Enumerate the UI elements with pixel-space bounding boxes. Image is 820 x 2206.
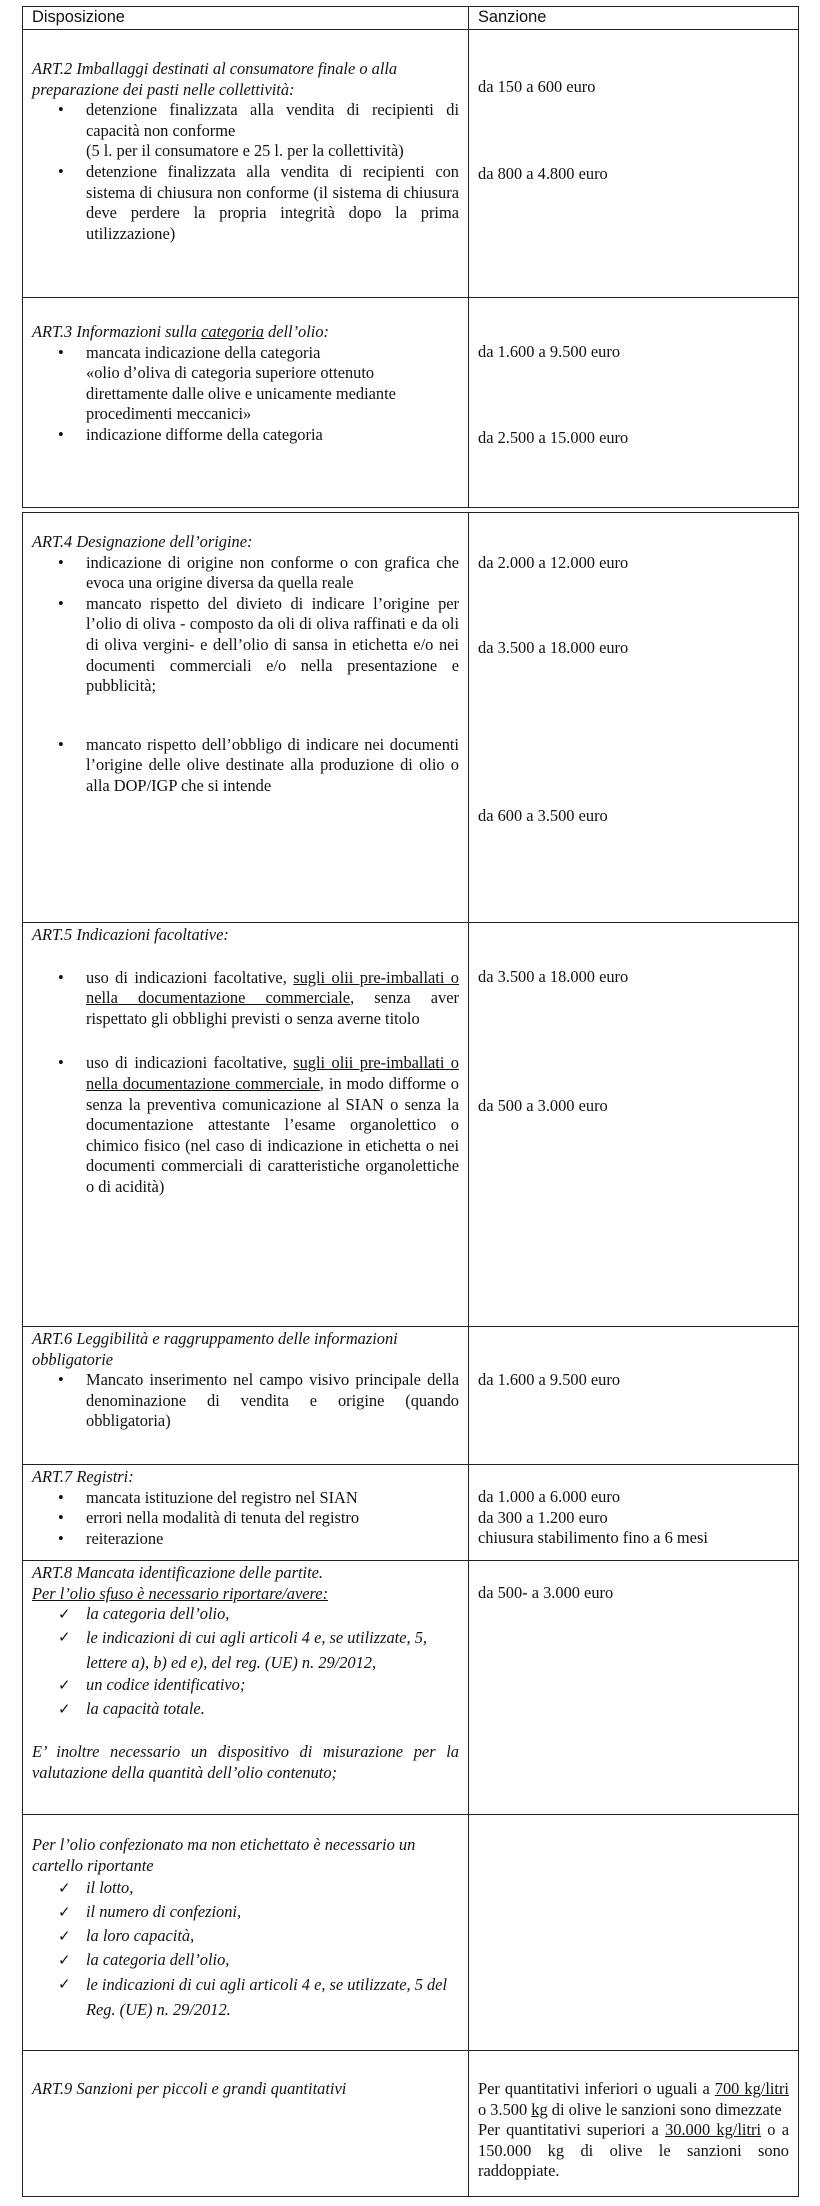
art8-check-1-1: ✓ la categoria dell’olio,	[86, 1604, 459, 1625]
art7-sanction-1: da 1.000 a 6.000 euro	[478, 1487, 621, 1506]
art8-check-2-3: ✓ la loro capacità,	[86, 1924, 459, 1948]
art7-item-2: • errori nella modalità di tenuta del registro	[86, 1508, 459, 1529]
art8-sub-title: Per l’olio sfuso è necessario riportare/avere:	[32, 1583, 329, 1603]
art7-sanction-2: da 300 a 1.200 euro	[478, 1507, 608, 1527]
art9-p1-c: di olive le sanzioni sono dimezzate	[547, 2099, 782, 2119]
header-disposizione: Disposizione	[23, 7, 469, 30]
art8-check-2-5: ✓ le indicazioni di cui agli articoli 4 e, se utilizzate, 5 del Reg. (UE) n. 29/2012.	[86, 1972, 459, 2022]
art9-title: ART.9 Sanzioni per piccoli e grandi quantitativi	[32, 2079, 347, 2098]
art5-disposizione	[23, 923, 469, 1327]
art2-item-1	[86, 100, 459, 162]
art8-check-2-2: ✓ il numero di confezioni,	[86, 1900, 459, 1924]
art7-disposizione	[23, 1465, 469, 1561]
art8-disposizione	[23, 1561, 469, 1815]
art6-title: ART.6 Leggibilità e raggruppamento delle informazioni obbligatorie	[32, 1329, 398, 1369]
art8-check-1-2: ✓ le indicazioni di cui agli articoli 4 e, se utilizzate, 5, lettere a), b) ed e), del reg. (UE) n. 29/2012,	[86, 1625, 459, 1675]
row-art8	[23, 1561, 799, 1815]
row-art9	[23, 2051, 799, 2197]
art5-item-1-a: uso di indicazioni facoltative,	[86, 967, 294, 987]
art3-title-u: categoria	[201, 322, 264, 341]
row-art6	[23, 1327, 799, 1465]
art4-item-3: • mancato rispetto dell’obbligo di indicare nei documenti l’origine delle olive destinate alla produzione di olio o alla DOP/IGP che si intende	[86, 735, 459, 797]
sanctions-table-part-1	[22, 6, 799, 508]
art9-p2-u: 30.000 kg/litri	[665, 2120, 762, 2140]
art5-item-2-a: uso di indicazioni facoltative,	[86, 1053, 294, 1073]
art9-p2-a: Per quantitativi superiori a	[478, 2120, 666, 2140]
art9-paragraph-2	[478, 2120, 789, 2182]
art3-item-2: • indicazione difforme della categoria	[86, 425, 459, 446]
art8-check-1-3: ✓ un codice identificativo;	[86, 1675, 459, 1696]
row-art3	[23, 298, 799, 508]
art8-check-1-4: ✓ la capacità totale.	[86, 1699, 459, 1720]
art8-checklist-2	[32, 1876, 459, 2022]
art9-p1-a: Per quantitativi inferiori o uguali a	[478, 2079, 715, 2098]
art8-check-2-4: ✓ la categoria dell’olio,	[86, 1948, 459, 1972]
row-art4	[23, 513, 799, 923]
art7-sanction-3: chiusura stabilimento fino a 6 mesi	[478, 1528, 708, 1548]
art4-sanzione	[469, 513, 799, 923]
art7-title: ART.7 Registri:	[32, 1467, 134, 1486]
art2-sanction-1: da 150 a 600 euro	[478, 77, 596, 96]
art8-check-2-1: ✓ il lotto,	[86, 1876, 459, 1900]
art2-sanction-2: da 800 a 4.800 euro	[478, 163, 608, 183]
art9-p2-b: o a 150.000 kg di olive le sanzioni sono raddoppiate.	[478, 2120, 789, 2181]
art9-paragraph-1	[478, 2079, 789, 2120]
art5-sanzione	[469, 923, 799, 1327]
art3-title	[32, 322, 459, 343]
art9-p1-u1: 700 kg/litri	[714, 2079, 789, 2098]
art5-sanction-2: da 500 a 3.000 euro	[478, 1095, 608, 1115]
table-header-row	[23, 7, 799, 30]
art7-sanzione	[469, 1465, 799, 1561]
row-art5	[23, 923, 799, 1327]
art2-item-1-text: detenzione finalizzata alla vendita di recipienti di capacità non conforme	[86, 100, 459, 140]
art5-item-2-u: sugli olii pre-imballati o nella documentazione commerciale	[86, 1053, 460, 1093]
art2-item-2: • detenzione finalizzata alla vendita di recipienti con sistema di chiusura non conforme (il sistema di chiusura deve perdere la propria integrità dopo la prima utilizzazione)	[86, 162, 459, 244]
art6-item-1: • Mancato inserimento nel campo visivo principale della denominazione di vendita e origine (quando obbligatoria)	[86, 1370, 459, 1432]
art3-sanction-1: da 1.600 a 9.500 euro	[478, 342, 621, 361]
art4-title: ART.4 Designazione dell’origine:	[32, 532, 253, 551]
art8-sanzione	[469, 1561, 799, 1815]
sanctions-table-part-2	[22, 512, 799, 2197]
art5-item-1-b: , senza aver rispettato gli obblighi previsti o senza averne titolo	[86, 988, 459, 1028]
art4-item-2: • mancato rispetto del divieto di indicare l’origine per l’olio di oliva - composto da oli di oliva raffinati e da oli di oliva vergini- e dell’olio di sansa in etichetta e/o nei documenti commerciali e/o nella presentazione e pubblicità;	[86, 594, 459, 697]
art9-p1-u2: kg	[531, 2099, 548, 2119]
art3-item-1-note: «olio d’oliva di categoria superiore ottenuto direttamente dalle olive e unicamente mediante procedimenti meccanici»	[86, 363, 396, 424]
art4-sanction-3: da 600 a 3.500 euro	[478, 806, 608, 826]
art3-sanction-2: da 2.500 a 15.000 euro	[478, 427, 629, 447]
header-sanzione: Sanzione	[469, 7, 799, 30]
art3-title-a: ART.3 Informazioni sulla	[32, 322, 202, 341]
art6-sanzione	[469, 1327, 799, 1465]
row-art2	[23, 30, 799, 298]
art4-disposizione	[23, 513, 469, 923]
art9-p1-b: o 3.500	[478, 2099, 532, 2119]
art2-title: ART.2 Imballaggi destinati al consumatore finale o alla preparazione dei pasti nelle collettività:	[32, 59, 398, 99]
art3-disposizione	[23, 298, 469, 508]
row-art8-part2	[23, 1815, 799, 2051]
art5-item-1-u: sugli olii pre-imballati o nella documentazione commerciale	[86, 967, 460, 1008]
art8-part2-sanzione	[469, 1815, 799, 2051]
art7-item-3: • reiterazione	[86, 1529, 459, 1550]
art5-item-1	[86, 968, 459, 1030]
art2-disposizione	[23, 30, 469, 298]
art8-title: ART.8 Mancata identificazione delle partite.	[32, 1563, 324, 1582]
art5-title: ART.5 Indicazioni facoltative:	[32, 925, 229, 944]
art4-sanction-1: da 2.000 a 12.000 euro	[478, 553, 629, 572]
art4-item-1: • indicazione di origine non conforme o con grafica che evoca una origine diversa da quella reale	[86, 553, 459, 594]
art5-item-2	[86, 1053, 459, 1197]
art5-sanction-1: da 3.500 a 18.000 euro	[478, 967, 629, 986]
art9-sanzione	[469, 2051, 799, 2197]
art8-part2-disposizione	[23, 1815, 469, 2051]
art4-sanction-2: da 3.500 a 18.000 euro	[478, 637, 629, 657]
art8-note: E’ inoltre necessario un dispositivo di misurazione per la valutazione della quantità dell’olio contenuto;	[32, 1741, 459, 1782]
art6-disposizione	[23, 1327, 469, 1465]
art2-item-1-note: (5 l. per il consumatore e 25 l. per la collettività)	[86, 141, 404, 161]
row-art7	[23, 1465, 799, 1561]
art2-sanzione	[469, 30, 799, 298]
art3-sanzione	[469, 298, 799, 508]
art5-item-2-b: , in modo difforme o senza la preventiva comunicazione al SIAN o senza la documentazione attestante l’esame organolettico o chimico fisico (nel caso di indicazione in etichetta o nei documenti commerciali di caratteristiche organolettiche o di acidità)	[86, 1073, 459, 1196]
art8-sanction-1: da 500- a 3.000 euro	[478, 1583, 614, 1602]
art3-title-b: dell’olio:	[263, 322, 329, 341]
art7-item-1: • mancata istituzione del registro nel SIAN	[86, 1488, 459, 1509]
art8-checklist-1	[32, 1604, 459, 1720]
art3-item-1: • mancata indicazione della categoria	[86, 343, 459, 364]
art6-sanction-1: da 1.600 a 9.500 euro	[478, 1370, 621, 1389]
art9-disposizione	[23, 2051, 469, 2197]
art8-part2-title: Per l’olio confezionato ma non etichettato è necessario un cartello riportante	[32, 1835, 416, 1875]
